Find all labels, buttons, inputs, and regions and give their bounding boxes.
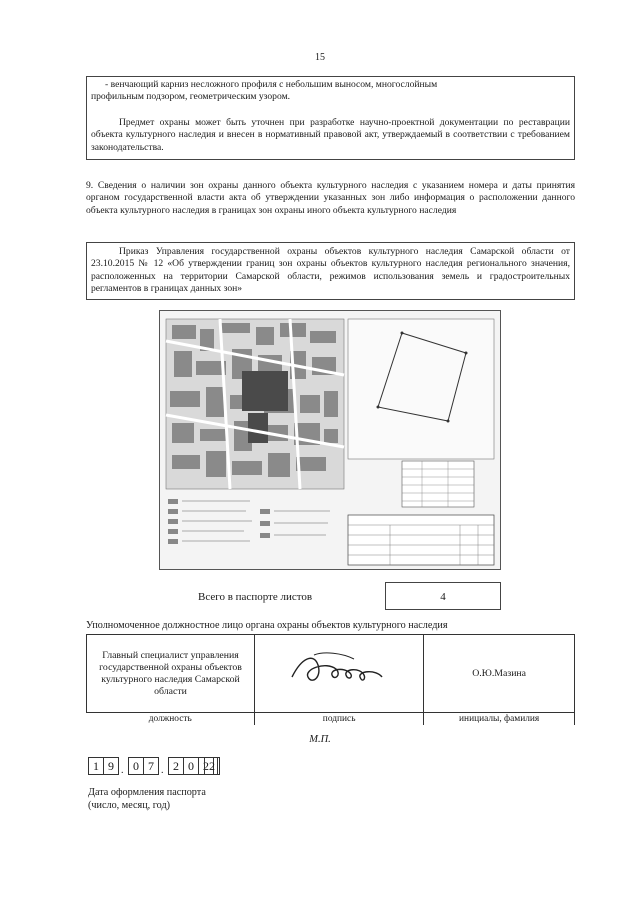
cornice-text: - венчающий карниз несложного профиля с небольшим выносом, многослойным bbox=[105, 79, 438, 90]
official-name: О.Ю.Мазина bbox=[472, 668, 527, 679]
order-text: Приказ Управления государственной охраны объектов культурного наследия Самарской области от 23.10.2015 № 12 «Об утверждении границ зон охраны объектов культурного наследия регионального значения, расположенных на территории Самарской области, режимов использования земель и градостроительных регламентов в границах данных зон» bbox=[91, 246, 570, 295]
date-digit-7: 2 bbox=[198, 757, 214, 775]
col-name-label: инициалы, фамилия bbox=[424, 713, 575, 726]
cornice-text-cont: профильным подзором, геометрическим узором. bbox=[91, 91, 291, 103]
date-digit-3: 0 bbox=[128, 757, 144, 775]
date-separator: . bbox=[161, 765, 164, 776]
signature-cell bbox=[255, 635, 424, 713]
sheet-count-box bbox=[385, 582, 501, 610]
section-9-heading: 9. Сведения о наличии зон охраны данного объекта культурного наследия с указанием номера и даты принятия органом государственной власти акта об утверждении указанных зон либо информация о расположении данного объекта культурного наследия в границах зон охраны иного объекта культурного наследия bbox=[86, 180, 575, 216]
name-cell bbox=[424, 635, 575, 713]
zone-map-image bbox=[159, 310, 501, 570]
date-boxes bbox=[88, 757, 218, 777]
date-separator: . bbox=[121, 765, 124, 776]
col-position-label: должность bbox=[87, 713, 255, 726]
signature-table bbox=[86, 634, 575, 725]
date-digit-5: 2 bbox=[168, 757, 184, 775]
position-cell bbox=[87, 635, 255, 713]
sheet-count-value: 4 bbox=[440, 591, 446, 603]
date-digit-4: 7 bbox=[143, 757, 159, 775]
order-box bbox=[86, 242, 575, 300]
stamp-place-label: М.П. bbox=[309, 734, 331, 745]
map-drawing bbox=[160, 311, 500, 569]
refinement-text: Предмет охраны может быть уточнен при разработке научно-проектной документации по реставрации объекта культурного наследия и внесен в нормативный правовой акт, утверждаемый в соответствии с требованием законодательства. bbox=[91, 116, 570, 153]
date-digit-8: 2 bbox=[204, 757, 220, 775]
date-label-2: (число, месяц, год) bbox=[88, 800, 171, 811]
authorized-heading: Уполномоченное должностное лицо органа охраны объектов культурного наследия bbox=[86, 620, 448, 631]
date-digit-6: 0 bbox=[183, 757, 199, 775]
date-digit-1: 1 bbox=[88, 757, 104, 775]
position-text: Главный специалист управления государственной охраны объектов культурного наследия Самарской области bbox=[99, 649, 242, 697]
handwritten-signature bbox=[284, 647, 394, 697]
sheet-count-label: Всего в паспорте листов bbox=[198, 591, 313, 603]
page-number: 15 bbox=[315, 52, 325, 63]
date-digit-2: 9 bbox=[103, 757, 119, 775]
col-signature-label: подпись bbox=[255, 713, 424, 726]
date-label-1: Дата оформления паспорта bbox=[88, 787, 206, 798]
protection-subject-box bbox=[86, 76, 575, 160]
